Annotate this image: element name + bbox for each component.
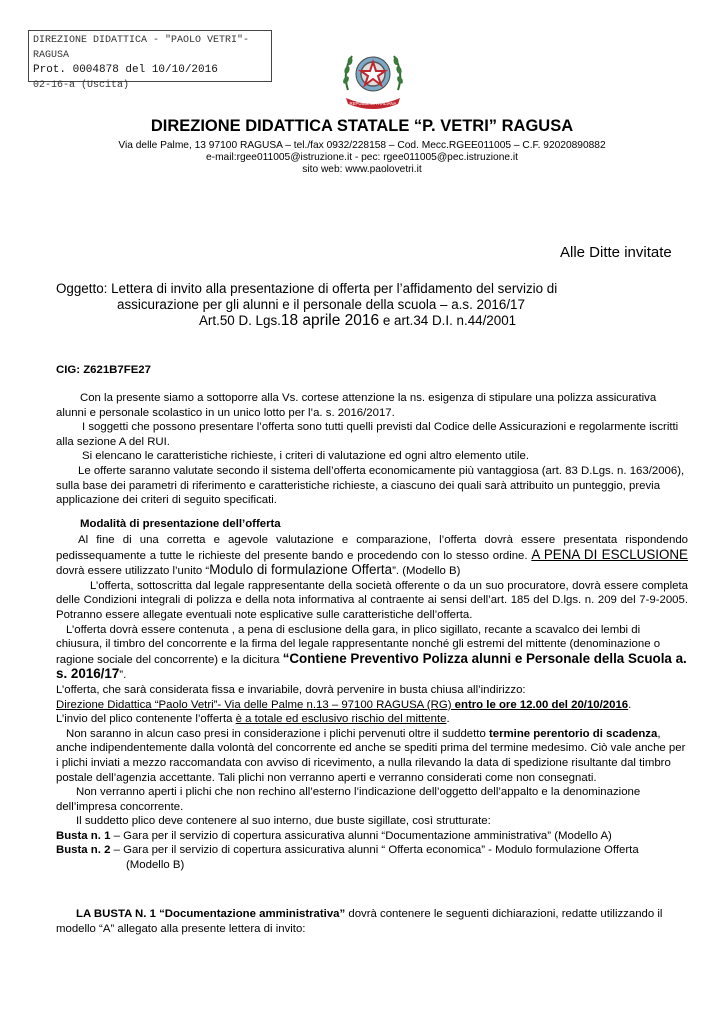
busta-2-item <box>56 843 688 858</box>
school-title: DIREZIONE DIDATTICA STATALE “P. VETRI” RAGUSA <box>150 117 574 135</box>
penalty-clause: A PENA DI ESCLUSIONE <box>531 546 688 562</box>
intro-section <box>56 391 688 508</box>
busta-1-section <box>56 907 688 936</box>
protocol-stamp <box>28 30 272 91</box>
subject-law-ref-2: e art.34 D.I. n.44/2001 <box>379 313 517 328</box>
modalita-paragraph-2: L’offerta, sottoscritta dal legale rappresentante della società offerente o da un suo procuratore, dovrà essere completa delle Condizioni integrali di polizza e della nota informativa al contraente ai sensi dell’art. 185 del D.lgs. n. 209 del 7-9-2005. Potranno essere allegate eventuali note esplicative sulle caratteristiche dell’offerta. <box>56 579 688 621</box>
school-address: Via delle Palme, 13 97100 RAGUSA – tel./fax 0932/228158 – Cod. Mecc.RGEE011005 – C.F. 92020890882 <box>118 140 606 151</box>
modalita-paragraph-7 <box>56 727 688 785</box>
busta-2-label: Busta n. 2 <box>56 844 111 857</box>
busta-2-text: – Gara per il servizio di copertura assicurativa alunni “ Offerta economica” - Modulo formulazione Offerta <box>110 844 639 857</box>
subject-line-3 <box>56 313 696 329</box>
deadline-term: termine perentorio di scadenza <box>488 727 658 740</box>
subject-line-1: Oggetto: Lettera di invito alla presentazione di offerta per l’affidamento del servizio di <box>56 281 558 296</box>
stamp-line-1: DIREZIONE DIDATTICA - "PAOLO VETRI"-RAGUSA <box>33 35 250 61</box>
subject-law-date: 18 aprile 2016 <box>280 312 380 329</box>
modalita-section <box>56 533 688 873</box>
modalita-p3-text: L’offerta dovrà essere contenuta , a pena di esclusione della gara, in plico sigillato, recante a scavalco dei lembi di chiusura, il timbro del concorrente e la firma del legale rappresentante nonché gli estremi del mittente (denominazione o ragione sociale del concorrente) e la dicitura <box>56 623 661 666</box>
delivery-address <box>56 698 688 713</box>
intro-paragraph-1: Con la presente siamo a sottoporre alla Vs. cortese attenzione la ns. esigenza di stipulare una polizza assicurativa alunni e personale scolastico in un unico lotto per l’a. s. 2016/2017. <box>56 392 657 419</box>
deadline: entro le ore 12.00 del 20/10/2016 <box>451 698 629 711</box>
modalita-p1-text-3: ”. (Modello B) <box>392 565 461 578</box>
italian-republic-emblem-icon <box>336 42 410 114</box>
section-heading-modalita: Modalità di presentazione dell’offerta <box>80 518 281 530</box>
modalita-paragraph-4: L’offerta, che sarà considerata fissa e invariabile, dovrà pervenire in busta chiusa all’indirizzo: <box>56 683 526 696</box>
modalita-p7-text: Non saranno in alcun caso presi in considerazione i plichi pervenuti oltre il suddetto <box>66 727 489 740</box>
modalita-paragraph-6 <box>56 712 688 727</box>
subject-line-2: assicurazione per gli alunni e il personale della scuola – a.s. 2016/17 <box>117 296 525 312</box>
envelope-label: “Contiene Preventivo Polizza alunni e Personale della Scuola a. s. 2016/17 <box>56 650 687 682</box>
modalita-p6-text-2: . <box>446 713 450 726</box>
modalita-p3-text-2: ”. <box>119 669 127 682</box>
modalita-p7-text-2: , anche indipendentemente dalla volontà del concorrente ed anche se spediti prima del termine medesimo. Ciò vale anche per i plichi inviati a mezzo raccomandata con avviso di ricevimento, a nulla rilevando la data di spedizione risultante dal timbro postale dell’agenzia accettante. Tali plichi non verranno aperti e verranno considerati come non consegnati. <box>56 727 686 784</box>
busta-2-continuation: (Modello B) <box>126 859 185 872</box>
form-name: Modulo di formulazione Offerta <box>209 562 393 578</box>
busta-1-item <box>56 829 688 844</box>
modalita-p6-text: L’invio del plico contenente l’offerta <box>56 713 236 726</box>
cig-code: CIG: Z621B7FE27 <box>56 364 151 376</box>
delivery-address-end: . <box>628 698 632 711</box>
busta-1-paragraph <box>56 907 688 936</box>
modalita-paragraph-1 <box>56 533 688 579</box>
busta-1-description: dovrà contenere le seguenti dichiarazioni, redatte utilizzando il modello “A” allegato alla presente lettera di invito: <box>56 908 663 935</box>
modalita-paragraph-8: Non verranno aperti i plichi che non rechino all’esterno l’indicazione dell’oggetto dell’appalto e la denominazione dell’impresa concorrente. <box>56 786 641 813</box>
addressee: Alle Ditte invitate <box>560 244 672 261</box>
modalita-p1-text: Al fine di una corretta e agevole valutazione e comparazione, l’offerta dovrà essere presentata rispondendo pedissequamente a tutte le richieste del presente bando e procedendo con lo stesso ordine. <box>56 534 688 562</box>
stamp-line-3: 02-16-a (Uscita) <box>33 80 130 91</box>
sender-risk-clause: è a totale ed esclusivo rischio del mittente <box>235 713 447 726</box>
busta-1-heading: LA BUSTA N. 1 “Documentazione amministrativa” <box>76 908 346 920</box>
busta-1-text: – Gara per il servizio di copertura assicurativa alunni “Documentazione amministrativa” (Modello A) <box>110 829 612 842</box>
busta-1-label: Busta n. 1 <box>56 829 111 842</box>
school-website: sito web: www.paolovetri.it <box>302 164 422 175</box>
intro-paragraph-4: Le offerte saranno valutate secondo il sistema dell’offerta economicamente più vantaggiosa (art. 83 D.Lgs. n. 163/2006), sulla base dei parametri di riferimento e caratteristiche richieste, a ciascuno dei quali sarà attribuito un punteggio, previa applicazione dei criteri di seguito specificati. <box>56 464 685 507</box>
school-email: e-mail:rgee011005@istruzione.it - pec: rgee011005@pec.istruzione.it <box>206 152 518 163</box>
intro-paragraph-2: I soggetti che possono presentare l’offerta sono tutti quelli previsti dal Codice delle Assicurazioni e regolarmente iscritti alla sezione A del RUI. <box>56 421 679 448</box>
modalita-paragraph-3 <box>56 623 688 683</box>
subject-law-ref: Art.50 D. Lgs. <box>199 313 281 328</box>
modalita-paragraph-9: Il suddetto plico deve contenere al suo interno, due buste sigillate, così strutturate: <box>76 815 491 828</box>
modalita-p1-text-2: dovrà essere utilizzato l’unito “ <box>56 565 210 578</box>
delivery-address-text: Direzione Didattica “Paolo Vetri”- Via delle Palme n.13 – 97100 RAGUSA (RG) <box>56 698 452 711</box>
stamp-protocol-number: Prot. 0004878 del 10/10/2016 <box>33 64 218 76</box>
subject-block <box>56 281 696 329</box>
svg-text:REPUBBLICA ITALIANA: REPUBBLICA ITALIANA <box>349 101 397 106</box>
intro-paragraph-3: Si elencano le caratteristiche richieste, i criteri di valutazione ed ogni altro elemento utile. <box>82 450 529 463</box>
